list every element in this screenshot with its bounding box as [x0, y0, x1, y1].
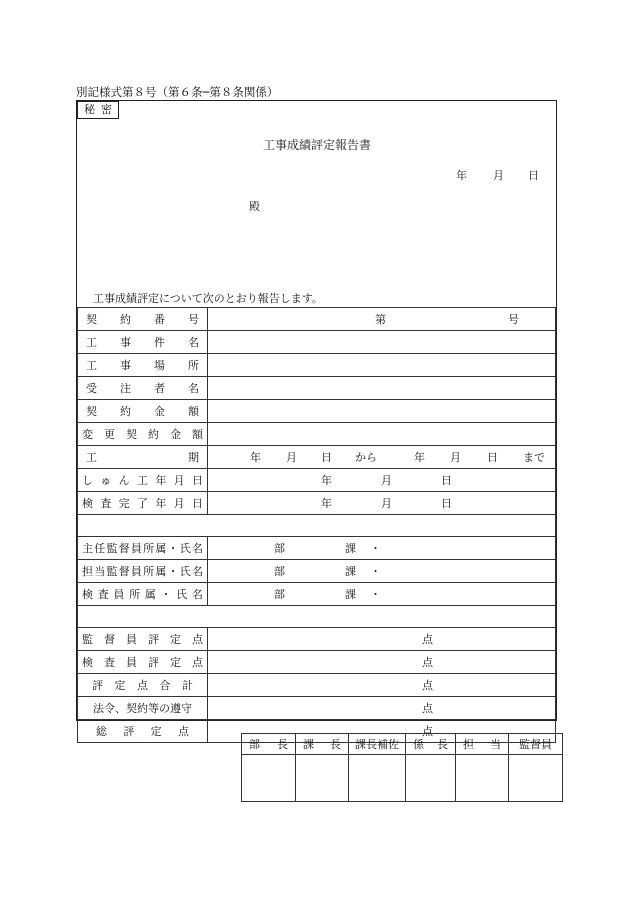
row-label-char: 氏 [179, 565, 191, 578]
inspector-ka: 課 [345, 588, 356, 601]
row-label-text [78, 311, 207, 327]
row-label-char: ゅ [100, 474, 112, 487]
work-name-value [208, 331, 556, 354]
row-label-char: 工 [136, 474, 148, 487]
row-label-char: 査 [104, 656, 115, 669]
row-label-char: 名 [188, 382, 199, 395]
report-table [77, 307, 556, 743]
inspection-month: 月 [381, 497, 392, 510]
row-label-char: ん [118, 474, 130, 487]
row-label-char: 名 [191, 588, 203, 601]
row-label-char: 督 [118, 542, 130, 555]
table-row [78, 628, 556, 651]
addressee-suffix: 殿 [249, 200, 260, 213]
row-label-char: 月 [173, 474, 185, 487]
inspector-bu: 部 [274, 588, 285, 601]
compliance-unit: 点 [422, 702, 433, 715]
row-label-char: ・ [167, 565, 179, 578]
seal-header-label [456, 736, 508, 752]
period-until: まで [523, 451, 545, 464]
row-label-char: し [82, 474, 93, 487]
row-label-char: 名 [188, 336, 199, 349]
row-label-text [78, 495, 207, 511]
row-label-char: 員 [126, 633, 137, 646]
inspection-day: 日 [441, 497, 452, 510]
work-place-value [208, 354, 556, 377]
seal-header-char: 課 [303, 738, 314, 751]
row-label-char: 注 [120, 382, 131, 395]
completion-day: 日 [441, 474, 452, 487]
row-label-char: 所 [188, 359, 199, 372]
supervisor-cell [208, 560, 556, 583]
supervisor-ka: 課 [345, 565, 356, 578]
row-label-char: 日 [191, 497, 203, 510]
seal-header-label: 監督員 [519, 738, 552, 751]
seal-header-char: 長 [330, 738, 341, 751]
period-from: から [355, 451, 377, 464]
row-label-char: 任 [94, 542, 106, 555]
seal-header-char: 長 [437, 738, 448, 751]
supervisor-dot: ・ [370, 565, 381, 578]
table-spacer-row [78, 606, 556, 628]
row-label-text [78, 334, 207, 350]
supervisor-bu: 部 [274, 565, 285, 578]
row-label-char: 点 [137, 679, 148, 692]
period-year-end: 年 [414, 451, 425, 464]
date-year: 年 [456, 169, 467, 182]
row-label-char: 受 [86, 382, 97, 395]
inspector-cell [208, 583, 556, 606]
row-label-char: 所 [129, 588, 141, 601]
completion-year: 年 [321, 474, 332, 487]
overall-score-unit: 点 [422, 725, 433, 738]
period-month-start: 月 [286, 451, 297, 464]
row-label-char: 員 [130, 565, 142, 578]
chief-supervisor-cell [208, 537, 556, 560]
confidential-stamp: 秘密 [77, 101, 119, 119]
row-label-text [78, 540, 207, 556]
row-label-char: 査 [100, 497, 112, 510]
row-label-char: 号 [188, 313, 199, 326]
row-label-char: 年 [155, 497, 167, 510]
seal-header-label [242, 736, 295, 752]
seal-header-cell [296, 734, 349, 755]
date-day: 日 [528, 169, 539, 182]
row-label [78, 308, 208, 331]
seal-header-cell [349, 734, 406, 755]
table-row [78, 560, 556, 583]
row-label-char: 者 [154, 382, 165, 395]
row-label-char: 評 [92, 679, 103, 692]
row-label-char: 検 [82, 497, 93, 510]
row-label-char: 月 [173, 497, 185, 510]
row-label-text [78, 723, 207, 739]
row-label-char: 名 [191, 565, 203, 578]
row-label-char: 工 [86, 336, 97, 349]
contract-no-suffix: 号 [508, 313, 519, 326]
seal-header-char: 係 [413, 738, 424, 751]
row-label-text [78, 586, 207, 602]
seal-header-row [242, 734, 563, 755]
seal-stamp-cell[interactable] [406, 755, 456, 802]
seal-stamp-cell[interactable] [509, 755, 563, 802]
seal-stamp-cell[interactable] [296, 755, 349, 802]
row-label-char: 当 [94, 565, 106, 578]
seal-header-cell [242, 734, 296, 755]
contract-number-cell [208, 308, 556, 331]
report-title: 工事成績評定報告書 [263, 138, 372, 152]
row-label-char: 査 [97, 588, 109, 601]
table-row [78, 331, 556, 354]
row-label-char: 事 [120, 336, 131, 349]
row-label-char: 番 [154, 313, 165, 326]
row-label-char: 評 [148, 633, 159, 646]
table-row [78, 377, 556, 400]
row-label-char: 評 [148, 656, 159, 669]
row-label-char: 監 [106, 542, 118, 555]
seal-header-label: 課長補佐 [355, 738, 399, 751]
table-row [78, 400, 556, 423]
row-label-char: 定 [114, 679, 126, 692]
row-label-text [78, 403, 207, 419]
row-label-char: 約 [120, 405, 131, 418]
table-spacer-row [78, 515, 556, 537]
row-label-char: 氏 [179, 542, 191, 555]
seal-header-char: 担 [463, 738, 474, 751]
row-label-char: 点 [192, 656, 203, 669]
row-label-char: ・ [160, 588, 172, 601]
table-row [78, 697, 556, 720]
table-row [78, 423, 556, 446]
seal-header-char: 長 [277, 738, 288, 751]
compliance-cell [208, 697, 556, 720]
row-label-char: 所 [143, 565, 155, 578]
row-label-char: 契 [126, 428, 137, 441]
row-label-char: 点 [192, 633, 203, 646]
row-label-char: 属 [144, 588, 156, 601]
row-label-char: 約 [148, 428, 159, 441]
row-label-text [78, 449, 207, 465]
row-label-char: 日 [191, 474, 203, 487]
row-label-char: 督 [118, 565, 130, 578]
row-label-text [78, 677, 207, 693]
seal-header-label [296, 736, 348, 752]
supervisor-score-cell [208, 628, 556, 651]
row-label-char: 年 [155, 474, 167, 487]
row-label-text [78, 472, 207, 488]
row-label-char: 了 [136, 497, 148, 510]
row-label-char: 変 [82, 428, 93, 441]
row-label-char: 額 [192, 428, 203, 441]
contract-amount-value [208, 400, 556, 423]
row-label-char: 名 [191, 542, 203, 555]
seal-stamp-cell[interactable] [242, 755, 296, 802]
row-label-char: 督 [104, 633, 115, 646]
seal-header-char: 当 [490, 738, 501, 751]
inspector-dot: ・ [370, 588, 381, 601]
row-label-char: 氏 [176, 588, 188, 601]
contract-no-prefix: 第 [375, 313, 386, 326]
row-label-char: 事 [120, 359, 131, 372]
row-label-char: 検 [82, 588, 93, 601]
seal-header-label [406, 736, 455, 752]
row-label-char: 総 [96, 725, 107, 738]
inspector-score-unit: 点 [422, 656, 433, 669]
row-label-char: 定 [170, 633, 181, 646]
changed-amount-value [208, 423, 556, 446]
completion-cell [208, 469, 556, 492]
row-label-char: 検 [82, 656, 93, 669]
row-label-char: 主 [82, 542, 93, 555]
row-label-char: ・ [167, 542, 179, 555]
approval-seal-table [241, 733, 563, 802]
inspection-done-cell [208, 492, 556, 515]
row-label-char: 員 [126, 656, 137, 669]
chief-supervisor-bu: 部 [274, 542, 285, 555]
row-label-char: 契 [86, 313, 97, 326]
row-label-text [78, 380, 207, 396]
row-label-char: 完 [118, 497, 130, 510]
row-label-char: 定 [170, 656, 181, 669]
row-label-char: 金 [154, 405, 165, 418]
row-label-char: 員 [130, 542, 142, 555]
table-row [78, 446, 556, 469]
supervisor-score-unit: 点 [422, 633, 433, 646]
period-day-end: 日 [487, 451, 498, 464]
row-label-text [78, 654, 207, 670]
row-label-char: 員 [113, 588, 125, 601]
table-row [78, 354, 556, 377]
row-label-text [78, 563, 207, 579]
intro-text: 工事成績評定について次のとおり報告します。 [93, 292, 323, 305]
row-label-char: 担 [82, 565, 93, 578]
score-total-cell [208, 674, 556, 697]
row-label-text [78, 357, 207, 373]
seal-header-cell [456, 734, 509, 755]
row-label-char: 件 [154, 336, 165, 349]
row-label-text [78, 426, 207, 442]
period-year-start: 年 [250, 451, 261, 464]
seal-stamp-cell[interactable] [349, 755, 406, 802]
seal-stamp-row [242, 755, 563, 802]
period-month-end: 月 [450, 451, 461, 464]
seal-header-cell [406, 734, 456, 755]
row-label-char: 属 [155, 542, 167, 555]
table-row [78, 469, 556, 492]
seal-stamp-cell[interactable] [456, 755, 509, 802]
table-row [78, 308, 556, 331]
row-label-char: 計 [182, 679, 193, 692]
score-total-unit: 点 [422, 679, 433, 692]
table-row [78, 583, 556, 606]
contractor-value [208, 377, 556, 400]
seal-header-char: 部 [249, 738, 260, 751]
row-label-char: 金 [170, 428, 181, 441]
row-label-char: 監 [82, 633, 93, 646]
inspector-score-cell [208, 651, 556, 674]
chief-supervisor-dot: ・ [370, 542, 381, 555]
row-label-char: 所 [143, 542, 155, 555]
seal-header-cell [509, 734, 563, 755]
compliance-label: 法令、契約等の遵守 [93, 702, 192, 715]
row-label-char: 額 [188, 405, 199, 418]
row-label-char: 監 [106, 565, 118, 578]
row-label-char: 工 [86, 359, 97, 372]
form-number: 別記様式第８号（第６条─第８条関係） [76, 85, 279, 99]
table-row [78, 492, 556, 515]
row-label-char: 工 [86, 451, 97, 464]
period-day-start: 日 [321, 451, 332, 464]
row-label-char: 評 [123, 725, 135, 738]
row-label-char: 約 [120, 313, 131, 326]
table-row [78, 537, 556, 560]
row-label-char: 属 [155, 565, 167, 578]
chief-supervisor-ka: 課 [345, 542, 356, 555]
table-row [78, 651, 556, 674]
row-label-char: 合 [159, 679, 171, 692]
row-label-char: 定 [150, 725, 162, 738]
completion-month: 月 [381, 474, 392, 487]
table-row [78, 674, 556, 697]
row-label-char: 更 [104, 428, 115, 441]
row-label-char: 場 [154, 359, 165, 372]
period-cell [208, 446, 556, 469]
row-label-char: 点 [177, 725, 189, 738]
row-label-text [78, 631, 207, 647]
date-month: 月 [493, 169, 504, 182]
inspection-year: 年 [321, 497, 332, 510]
row-label-char: 期 [188, 451, 199, 464]
row-label-char: 契 [86, 405, 97, 418]
